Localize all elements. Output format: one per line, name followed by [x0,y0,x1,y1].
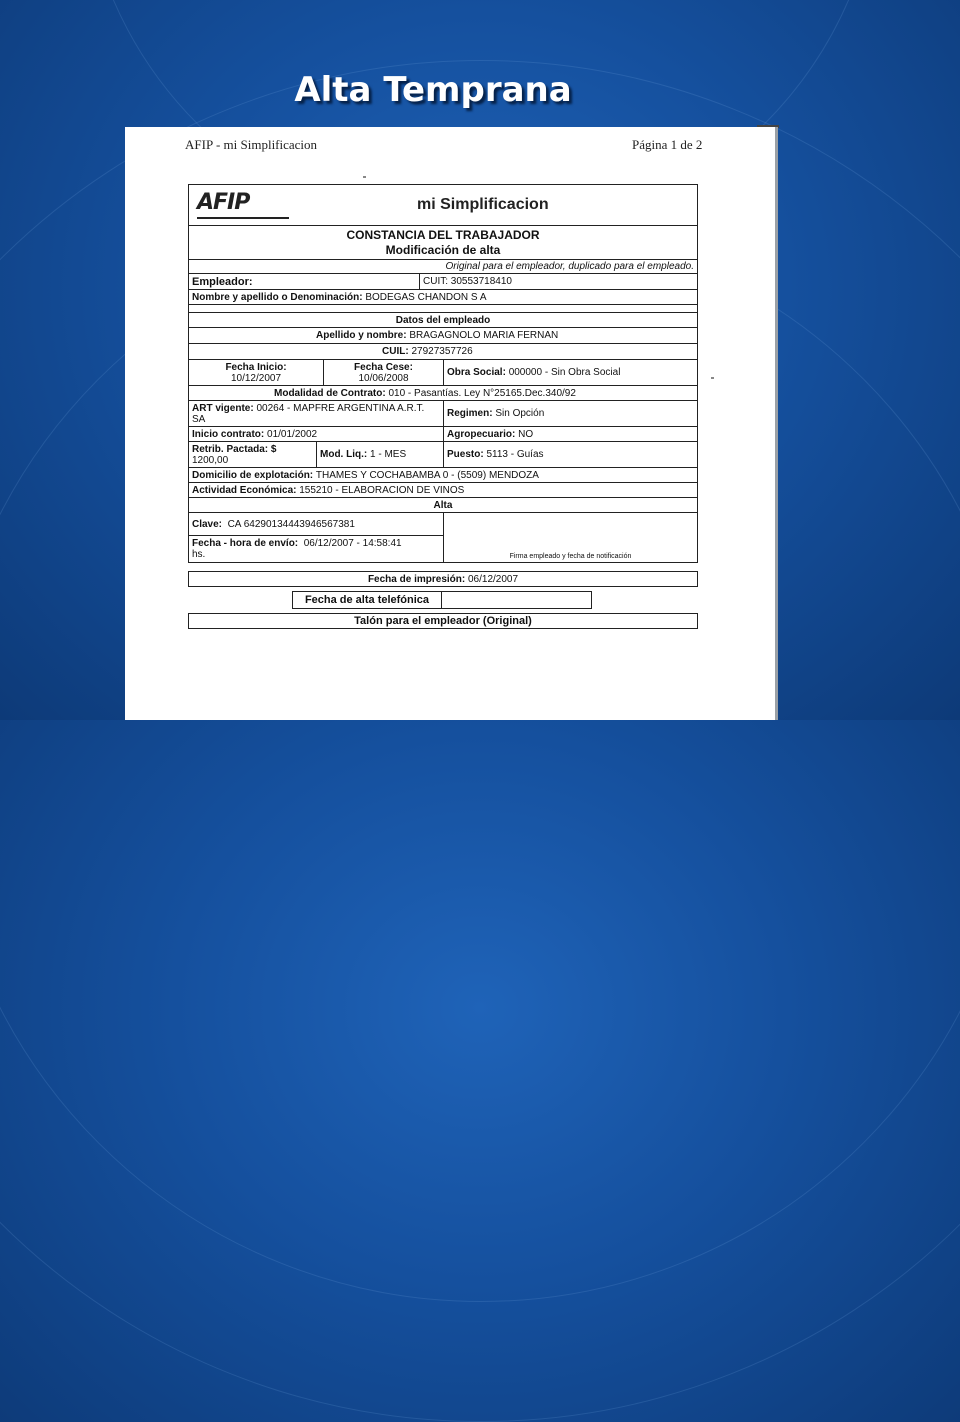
cuil-label: CUIL: [382,346,409,357]
obra-label: Obra Social: [447,367,506,378]
fechas-row [188,360,698,386]
agro-label: Agropecuario: [447,428,516,440]
puesto-value: 5113 - Guías [486,449,544,460]
cuit-value: CUIT: 30553718410 [419,274,697,289]
cuil-value: 27927357726 [411,346,473,357]
modliq-value: 1 - MES [370,449,407,460]
actividad-row [188,483,698,498]
spacer-row [188,305,698,313]
obra-value: 000000 - Sin Obra Social [508,367,621,378]
fecha-inicio-label: Fecha Inicio: [225,361,287,373]
retrib-value: 1200,00 [192,454,229,466]
form-header [188,184,698,226]
app-title: mi Simplificacion [417,196,549,213]
regimen-label: Regimen: [447,408,493,419]
apellido-row [188,328,698,344]
alta-telefonica-label: Fecha de alta telefónica [292,591,442,609]
scan-speck [711,377,714,379]
constancia-form [188,184,698,629]
inicio-value: 01/01/2002 [267,428,318,440]
modalidad-label: Modalidad de Contrato: [274,387,386,399]
clave-label: Clave: [192,518,223,530]
fecha-inicio-value: 10/12/2007 [230,372,282,384]
art-label: ART vigente: [192,402,254,414]
art-row [188,401,698,427]
puesto-label: Puesto: [447,449,484,460]
domicilio-row [188,468,698,483]
title-row [188,226,698,260]
nombre-row [188,290,698,305]
fecha-cese-label: Fecha Cese: [354,361,413,373]
alta-telefonica-row [188,591,698,609]
inicio-label: Inicio contrato: [192,428,265,440]
form-note: Original para el empleador, duplicado para el empleado. [445,261,694,272]
empleador-label: Empleador: [192,275,253,288]
alta-telefonica-field [442,591,592,609]
regimen-value: Sin Opción [495,408,545,419]
empleador-row [188,274,698,290]
apellido-label: Apellido y nombre: [316,330,407,341]
apellido-value: BRAGAGNOLO MARIA FERNAN [409,330,559,341]
form-subtitle: Modificación de alta [385,242,501,257]
alta-row [188,498,698,513]
actividad-label: Actividad Económica: [192,484,297,496]
datos-title: Datos del empleado [395,314,491,326]
modliq-label: Mod. Liq.: [320,449,368,460]
modalidad-value: 010 - Pasantías. Ley N°25165.Dec.340/92 [388,387,576,399]
firma-caption: Firma empleado y fecha de notificación [443,513,697,562]
fecha-cese-value: 10/06/2008 [358,372,409,384]
modalidad-row [188,386,698,401]
impresion-row [188,571,698,587]
datos-row [188,313,698,328]
actividad-value: 155210 - ELABORACION DE VINOS [299,484,465,496]
slide-title: Alta Temprana [294,70,572,110]
afip-logo [197,191,289,219]
domicilio-label: Domicilio de explotación: [192,469,314,481]
nombre-value: BODEGAS CHANDON S A [365,291,487,303]
afip-logo-text: AFIP [197,190,250,215]
envio-label: Fecha - hora de envío: [192,538,299,549]
scan-speck [363,176,366,178]
alta-title: Alta [433,499,453,511]
art-value: 00264 - MAPFRE ARGENTINA A.R.T. [256,402,425,414]
clave-value: CA 642901344439465673​81 [227,518,355,530]
clave-row [188,513,698,563]
page-header-left: AFIP - mi Simplificacion [185,137,318,152]
nombre-label: Nombre y apellido o Denominación: [192,291,363,303]
art-value-cont: SA [192,413,206,425]
note-row [188,260,698,274]
cuil-row [188,344,698,360]
form-title: CONSTANCIA DEL TRABAJADOR [346,227,540,242]
retrib-row [188,442,698,468]
domicilio-value: THAMES Y COCHABAMBA 0 - (5509) MENDOZA [315,469,539,481]
impresion-label: Fecha de impresión: [367,573,466,585]
talon-row: Talón para el empleador (Original) [188,613,698,629]
scanned-document [125,127,778,720]
agro-value: NO [518,428,534,440]
inicio-row [188,427,698,442]
page-header-right: Página 1 de 2 [632,137,703,152]
envio-value-cont: hs. [192,549,206,560]
envio-value: 06/12/2007 - 14:58:41 [303,538,402,549]
impresion-value: 06/12/2007 [467,573,519,585]
retrib-label: Retrib. Pactada: $ [192,443,277,455]
